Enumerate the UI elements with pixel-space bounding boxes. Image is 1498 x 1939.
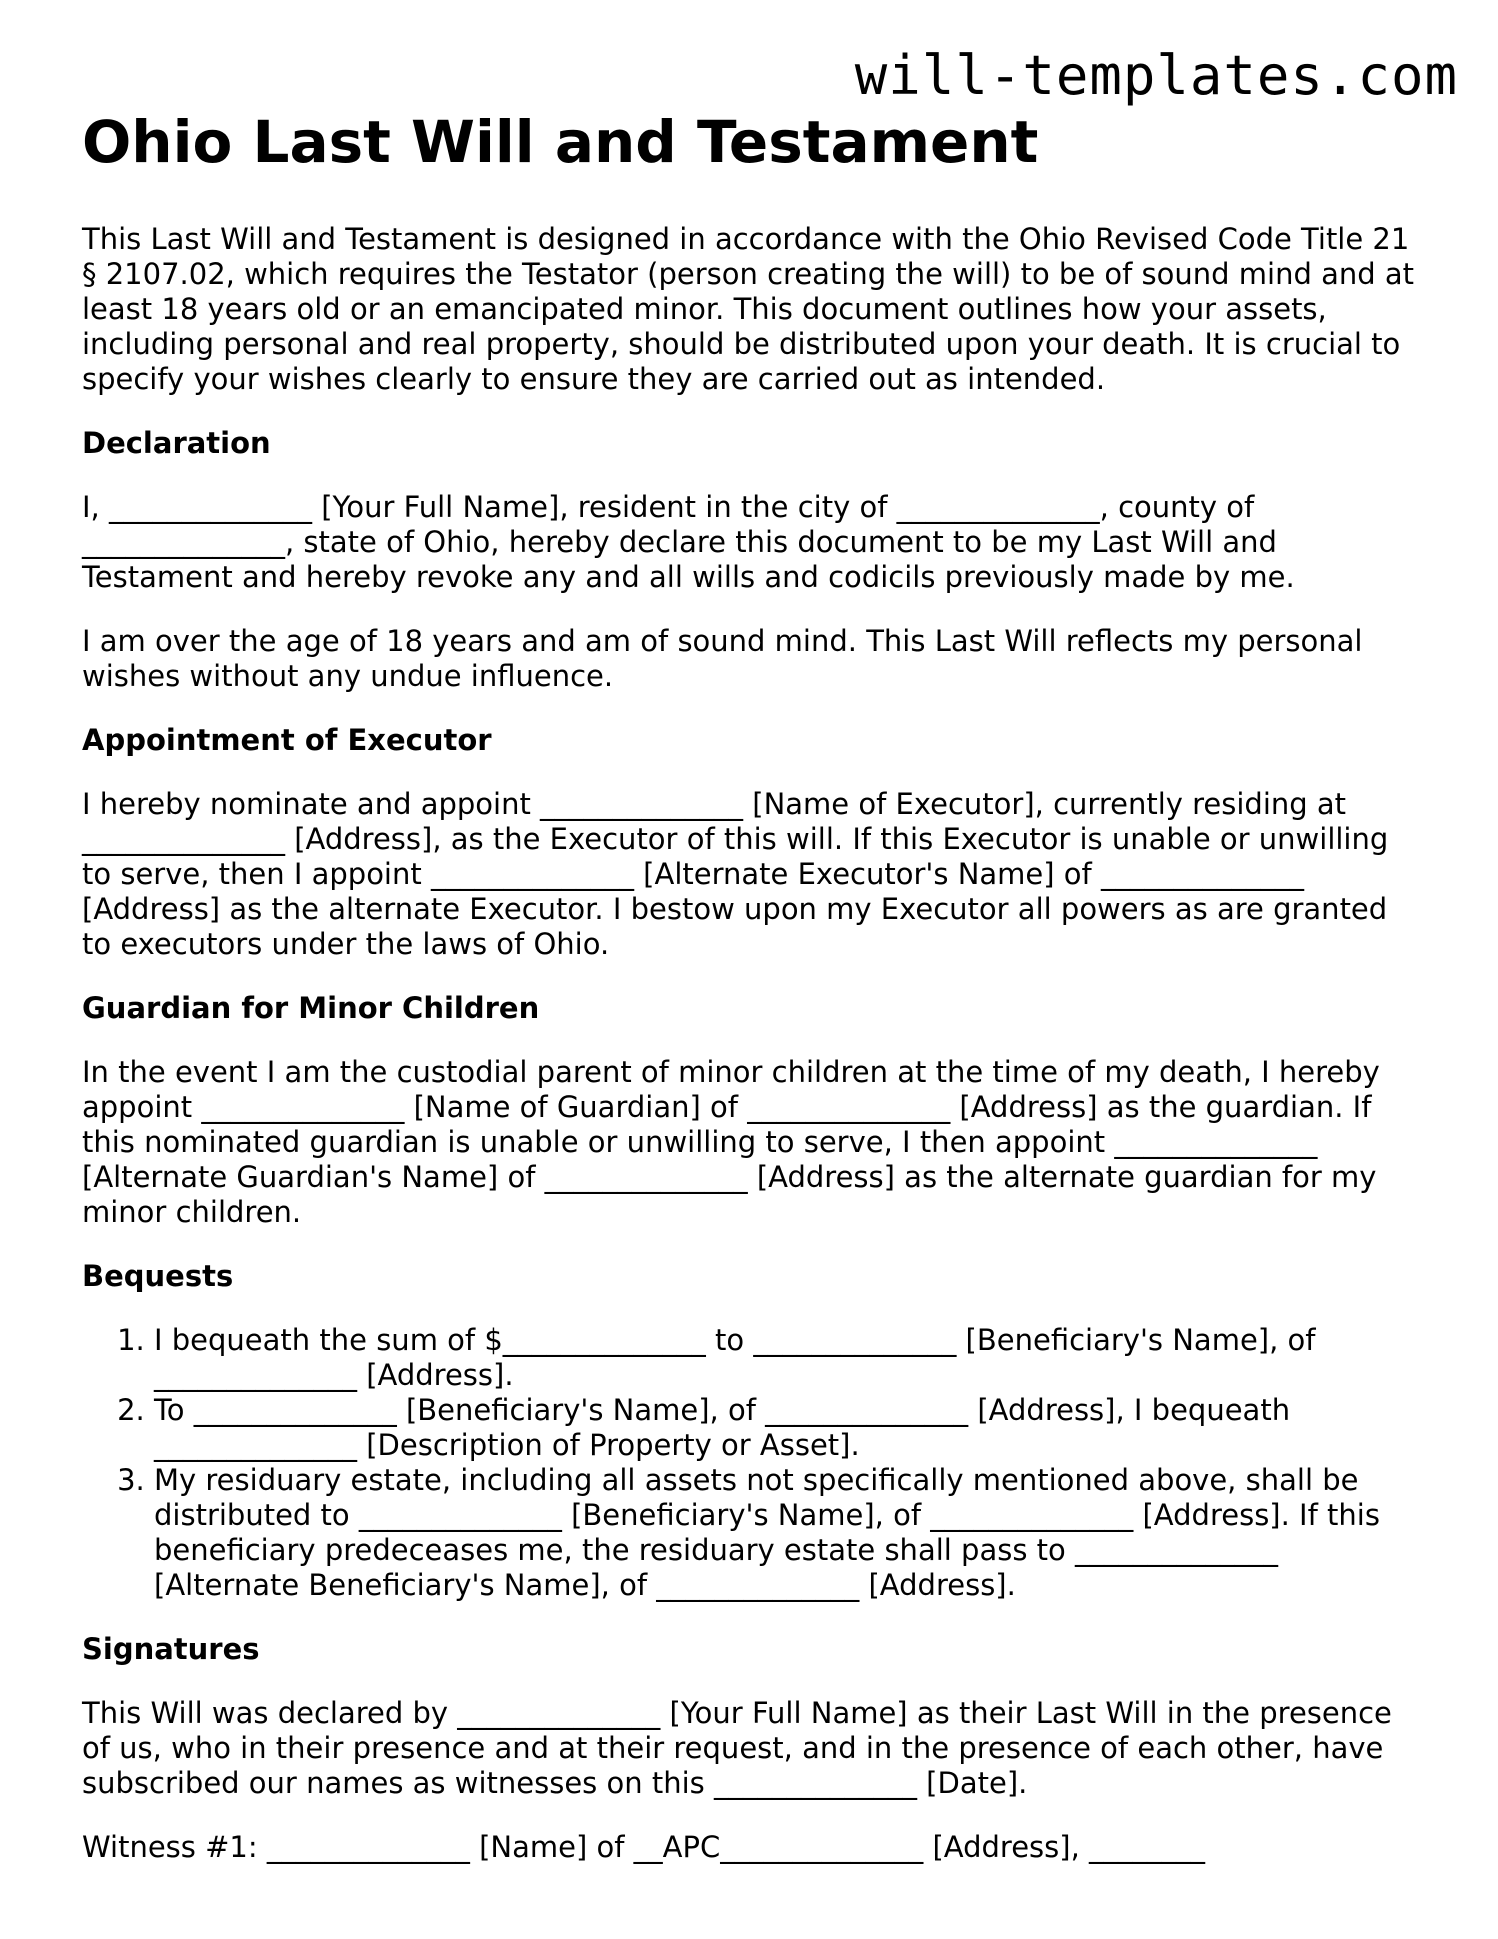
witness-1-line: Witness #1: ______________ [Name] of __APC______________ [Address], ________ xyxy=(82,1830,1205,1864)
bequests-list xyxy=(82,1323,1422,1603)
document-page xyxy=(82,102,1422,1894)
executor-paragraph: I hereby nominate and appoint ______________ [Name of Executor], currently residing at ______________ [Address], as the Executor of this will. If this Executor is unable or unwilling to serve, then I appoint ______________ [Alternate Executor's Name] of ______________ [Address] as the alternate Executor. I bestow upon my Executor all powers as are granted to executors under the laws of Ohio. xyxy=(82,787,1389,961)
guardian-paragraph: In the event I am the custodial parent of minor children at the time of my death, I hereby appoint ______________ [Name of Guardian] of ______________ [Address] as the guardian. If this nominated guardian is unable or unwilling to serve, I then appoint ______________ [Alternate Guardian's Name] of ______________ [Address] as the alternate guardian for my minor children. xyxy=(82,1055,1380,1229)
signatures-paragraph: This Will was declared by ______________ [Your Full Name] as their Last Will in the presence of us, who in their presence and at their request, and in the presence of each other, have subscribed our names as witnesses on this ______________ [Date]. xyxy=(82,1696,1392,1800)
declaration-heading: Declaration xyxy=(82,426,271,460)
declaration-paragraph-2: I am over the age of 18 years and am of sound mind. This Last Will reflects my personal wishes without any undue influence. xyxy=(82,624,1363,693)
bequests-heading: Bequests xyxy=(82,1259,234,1293)
document-title: Ohio Last Will and Testament xyxy=(82,108,1039,176)
signatures-heading: Signatures xyxy=(82,1632,260,1666)
intro-paragraph: This Last Will and Testament is designed in accordance with the Ohio Revised Code Title 21 § 2107.02, which requires the Testator (person creating the will) to be of sound mind and at least 18 years old or an emancipated minor. This document outlines how your assets, including personal and real property, should be distributed upon your death. It is crucial to specify your wishes clearly to ensure they are carried out as intended. xyxy=(82,222,1415,396)
bequest-item-3: 3. My residuary estate, including all assets not specifically mentioned above, shall be distributed to ______________ [Beneficiary's Name], of ______________ [Address]. If this beneficiary predeceases me, the residuary estate shall pass to ______________ [Alternate Beneficiary's Name], of ______________ [Address]. xyxy=(154,1463,1422,1603)
guardian-heading: Guardian for Minor Children xyxy=(82,991,540,1025)
declaration-paragraph-1: I, ______________ [Your Full Name], resident in the city of ______________, county of ______________, state of Ohio, hereby declare this document to be my Last Will and Testament and hereby revoke any and all wills and codicils previously made by me. xyxy=(82,490,1295,594)
bequest-item-1: 1. I bequeath the sum of $______________ to ______________ [Beneficiary's Name], of ______________ [Address]. xyxy=(154,1323,1422,1393)
bequest-item-2: 2. To ______________ [Beneficiary's Name], of ______________ [Address], I bequeath ______________ [Description of Property or Asset]. xyxy=(154,1393,1422,1463)
site-watermark: will-templates.com xyxy=(854,44,1458,107)
executor-heading: Appointment of Executor xyxy=(82,723,492,757)
